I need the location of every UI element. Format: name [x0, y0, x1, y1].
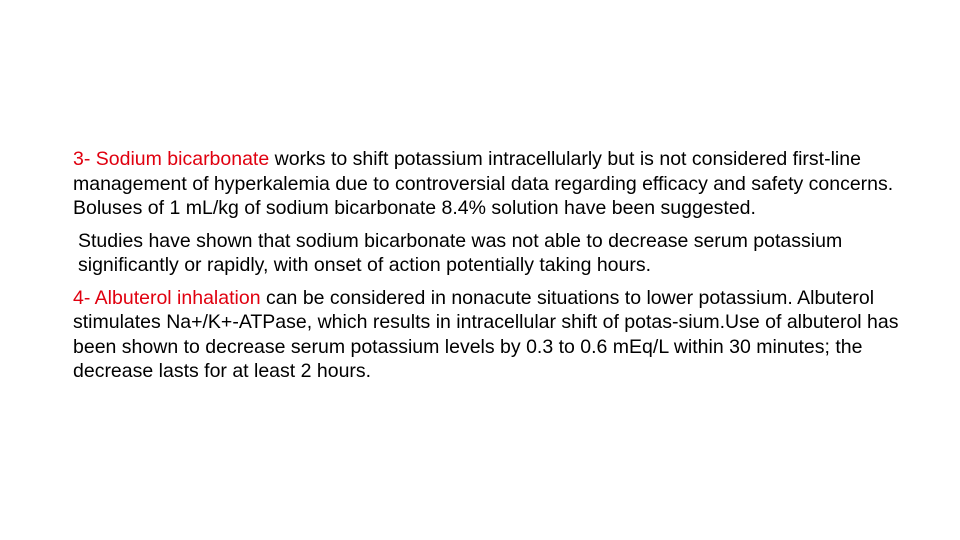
paragraph-studies [73, 229, 913, 278]
paragraph-albuterol [73, 286, 913, 384]
sodium-bicarbonate-heading: 3- Sodium bicarbonate [73, 148, 270, 170]
studies-text: Studies have shown that sodium bicarbonate was not able to decrease serum potassium significantly or rapidly, with onset of action potentially taking hours. [78, 229, 843, 276]
slide-body [73, 147, 913, 392]
albuterol-heading: 4- Albuterol inhalation [73, 286, 261, 309]
paragraph-sodium-bicarbonate [73, 147, 913, 221]
sodium-bicarbonate-text: works to shift potassium intracellularly but is not considered first-line management of hyperkalemia due to controversial data regarding efficacy and safety concerns. Boluses of 1 mL/kg of sodium bicarbonate 8.4% solution have been suggested. [73, 148, 894, 219]
albuterol-text: can be considered in nonacute situations to lower potassium. Albuterol stimulates Na+/K+-ATPase, which results in intracellular shift of potas-sium.Use of albuterol has been shown to decrease serum potassium levels by 0.3 to 0.6 mEq/L within 30 minutes; the decrease lasts for at least 2 hours. [73, 286, 899, 382]
